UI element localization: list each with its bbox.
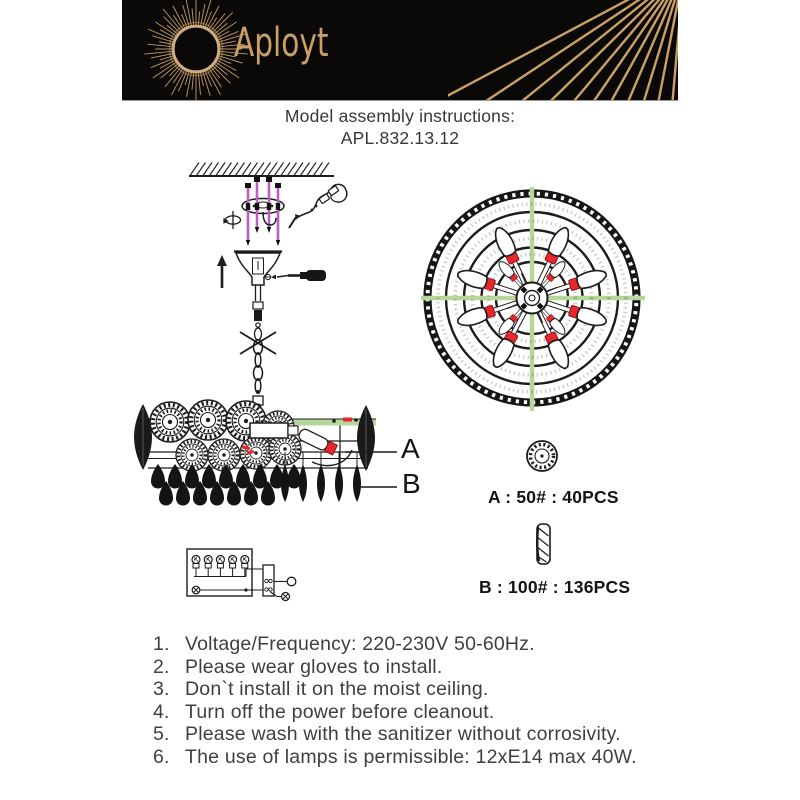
cut-mark-icon	[240, 332, 276, 354]
part-b-spec: B : 100# : 136PCS	[479, 577, 631, 597]
chandelier-side-view	[134, 400, 376, 506]
up-arrow-icon	[217, 255, 227, 288]
instruction-number: 1.	[153, 633, 170, 655]
wire-connector	[289, 184, 347, 228]
part-a-spec: A : 50# : 40PCS	[488, 487, 619, 507]
chain	[254, 340, 263, 393]
end-crystal-right	[357, 405, 375, 471]
ceiling-hatch	[189, 163, 334, 177]
instruction-item	[153, 701, 713, 724]
neutral-symbol	[287, 577, 296, 586]
instruction-item	[153, 678, 713, 701]
screwdriver-icon	[265, 270, 326, 281]
instruction-text: Please wash with the sanitizer without corrosivity.	[185, 723, 621, 746]
turnbuckle	[253, 302, 263, 340]
callout-b-label: B	[402, 468, 421, 499]
part-a-icon	[527, 441, 557, 471]
instruction-text: Turn off the power before cleanout.	[185, 700, 495, 723]
instruction-number: 4.	[153, 700, 170, 723]
end-crystal-left	[134, 404, 152, 470]
instruction-text: Don`t install it on the moist ceiling.	[185, 678, 489, 701]
crystal-drops-cluster	[151, 464, 301, 506]
instruction-number: 3.	[153, 678, 170, 701]
instruction-item	[153, 633, 713, 656]
instruction-text: Please wear gloves to install.	[185, 655, 443, 678]
chandelier-top-view	[421, 187, 645, 411]
instruction-item	[153, 746, 713, 769]
rotation-arrow-icon	[221, 211, 240, 229]
callout-a-label: A	[401, 433, 420, 464]
instruction-number: 2.	[153, 655, 170, 678]
instruction-number: 6.	[153, 745, 170, 768]
page-title: Model assembly instructions:	[284, 106, 516, 126]
instruction-item	[153, 723, 713, 746]
instructions-list	[153, 633, 713, 769]
instruction-text: The use of lamps is permissible: 12xE14 max 40W.	[185, 745, 637, 768]
instruction-text: Voltage/Frequency: 220-230V 50-60Hz.	[185, 633, 535, 655]
part-b-icon	[537, 524, 550, 564]
lamp-sockets	[192, 556, 249, 577]
wiring-diagram	[187, 549, 296, 601]
instruction-item	[153, 656, 713, 679]
model-number: APL.832.13.12	[340, 128, 460, 148]
instruction-number: 5.	[153, 723, 170, 746]
brand-name: Aployt	[234, 20, 329, 66]
